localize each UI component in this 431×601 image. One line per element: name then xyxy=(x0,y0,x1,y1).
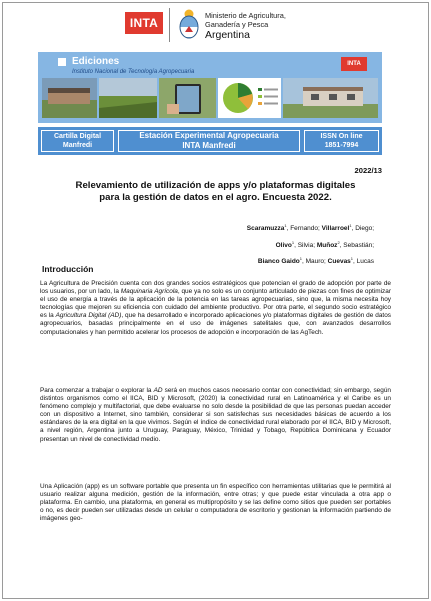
p1-text-e: , que ha desarrollado e incorporado aplicaciones y/o plataformas digitales de gestión de datos agropecuarios, basadas principalmente en el uso de imágenes satelitales que, con avanzados desarrollos computacionales y han permitido acelerar los procesos de adopción e incorporación de las AgTech. xyxy=(40,312,392,336)
inta-logo: INTA xyxy=(125,12,163,34)
author-6-first: , Lucas xyxy=(353,258,374,266)
p2-text-c: será en muchos casos necesario contar con conectividad; sin embargo, según distintos organismos como el IICA, BID y Microsoft, (2020) la conectividad rural en Latinoamérica y el Caribe es un fenómeno complejo y multifactorial, que debe evaluarse no solo desde la posibilidad de que las personas puedan acceder con un dispositivo a Internet, sino también, considerar si son satisfechas sus necesidades básicas de acuerdo a los estándares de la era digital en la que vivimos. Según el índice de conectividad rural elaborado por el IICA, BID y Microsoft, a nivel región, Argentina junto a Uruguay, Paraguay, México, Trinidad y Tobago, República Dominicana y Ecuador presentan un nivel de conectividad medio. xyxy=(40,387,391,443)
paragraph-1 xyxy=(40,280,391,337)
p1-italic-maquinaria: Maquinaria Agrícola xyxy=(120,288,178,296)
logo-separator xyxy=(169,8,170,42)
issn-line-2: 1851-7994 xyxy=(324,142,359,149)
cartilla-line-1: Cartilla Digital xyxy=(53,133,102,140)
banner-title: Ediciones xyxy=(72,56,120,67)
section-heading-introduccion: Introducción xyxy=(42,264,94,274)
ministry-logo-text xyxy=(205,12,286,42)
farm-building-photo xyxy=(283,78,378,118)
author-2-first: , Diego; xyxy=(351,225,374,233)
author-line-1 xyxy=(247,219,374,236)
p1-italic-ad: Agricultura Digital (AD) xyxy=(55,312,122,320)
author-3-sup: 1 xyxy=(291,239,295,245)
station-box xyxy=(118,130,300,152)
title-line-2: para la gestión de datos en el agro. Encuesta 2022. xyxy=(99,192,332,203)
pie-chart-graphic xyxy=(218,78,281,118)
p1-text-c: , que ya no solo es un conjunto articulado de piezas con fines de optimizar el uso de energía a través de la aplicación de la potencia en las tareas agropecuarias, sino que, la misma necesita hoy tecnologías que mejoren su eficiencia con cuidado del ambiente productivo. Por otra parte, el segundo socio estratégico es la xyxy=(40,288,391,320)
author-4-last: Muñoz xyxy=(316,241,338,249)
ministry-line-2: Ganadería y Pesca xyxy=(205,19,269,29)
author-1-last: Scaramuzza xyxy=(246,225,285,233)
author-4-first: , Sebastián; xyxy=(339,241,374,249)
building-photo xyxy=(42,78,97,118)
station-line-1: Estación Experimental Agropecuaria xyxy=(139,131,279,140)
author-5-first: , Mauro; xyxy=(302,258,326,266)
station-line-2: INTA Manfredi xyxy=(182,141,236,150)
info-bar xyxy=(38,127,382,155)
ministry-line-1: Ministerio de Agricultura, xyxy=(205,11,286,20)
paragraph-3: Una Aplicación (app) es un software portable que presenta un fin específico con herramientas utilitarias que le permitirá al usuario realizar alguna medición, gestión de la información, entre otras; y que puede estar vinculada a otra app o plataforma. En cambio, una plataforma, en general es multipropósito y se las define como sitios que pueden ser portables o no, es decir pueden ser utilizadas desde un celular o computadora de escritorio y gestionan la información partiendo de imágenes geo- xyxy=(40,483,391,523)
author-5-sup: 1 xyxy=(299,256,303,262)
author-2-last: Villarroel xyxy=(321,225,350,233)
author-3-last: Olivo xyxy=(275,241,292,249)
author-5-last: Bianco Gaido xyxy=(257,258,300,266)
author-1-sup: 1 xyxy=(284,223,287,228)
p2-italic-ad: AD xyxy=(153,387,163,394)
author-2-sup: 1 xyxy=(349,223,352,228)
issn-box xyxy=(304,130,379,152)
title-line-1: Relevamiento de utilización de apps y/o plataformas digitales xyxy=(75,180,356,191)
banner-subtitle: Instituto Nacional de Tecnología Agropecuaria xyxy=(72,69,195,75)
author-4-sup: 2 xyxy=(337,239,340,245)
author-1-first: , Fernando; xyxy=(286,225,320,233)
p2-text-a: Para comenzar a trabajar o explorar la xyxy=(40,387,154,394)
issn-line-1: ISSN On line xyxy=(320,133,363,140)
p1-text-a: La Agricultura de Precisión cuenta con dos grandes socios estratégicos que potencian el grado de adopción por parte de los usuarios, por un lado, la xyxy=(40,280,391,296)
author-list xyxy=(247,219,374,269)
national-shield-icon xyxy=(177,8,201,40)
author-6-last: Cuevas xyxy=(327,258,351,266)
paragraph-2 xyxy=(40,387,391,444)
document-number: 2022/13 xyxy=(354,166,382,175)
banner-bullet-icon xyxy=(58,58,66,66)
author-3-first: , Silvia; xyxy=(294,241,316,249)
author-6-sup: 1 xyxy=(350,256,354,262)
banner-photos xyxy=(42,78,378,118)
inta-small-logo: INTA xyxy=(341,57,367,71)
cartilla-line-2: Manfredi xyxy=(62,142,93,149)
author-line-2 xyxy=(247,236,374,253)
author-line-3 xyxy=(247,252,374,269)
cartilla-box xyxy=(41,130,114,152)
document-title xyxy=(40,180,391,204)
ediciones-banner xyxy=(38,52,382,123)
country-name: Argentina xyxy=(205,29,250,41)
tablet-photo xyxy=(159,78,216,118)
field-photo xyxy=(99,78,156,118)
